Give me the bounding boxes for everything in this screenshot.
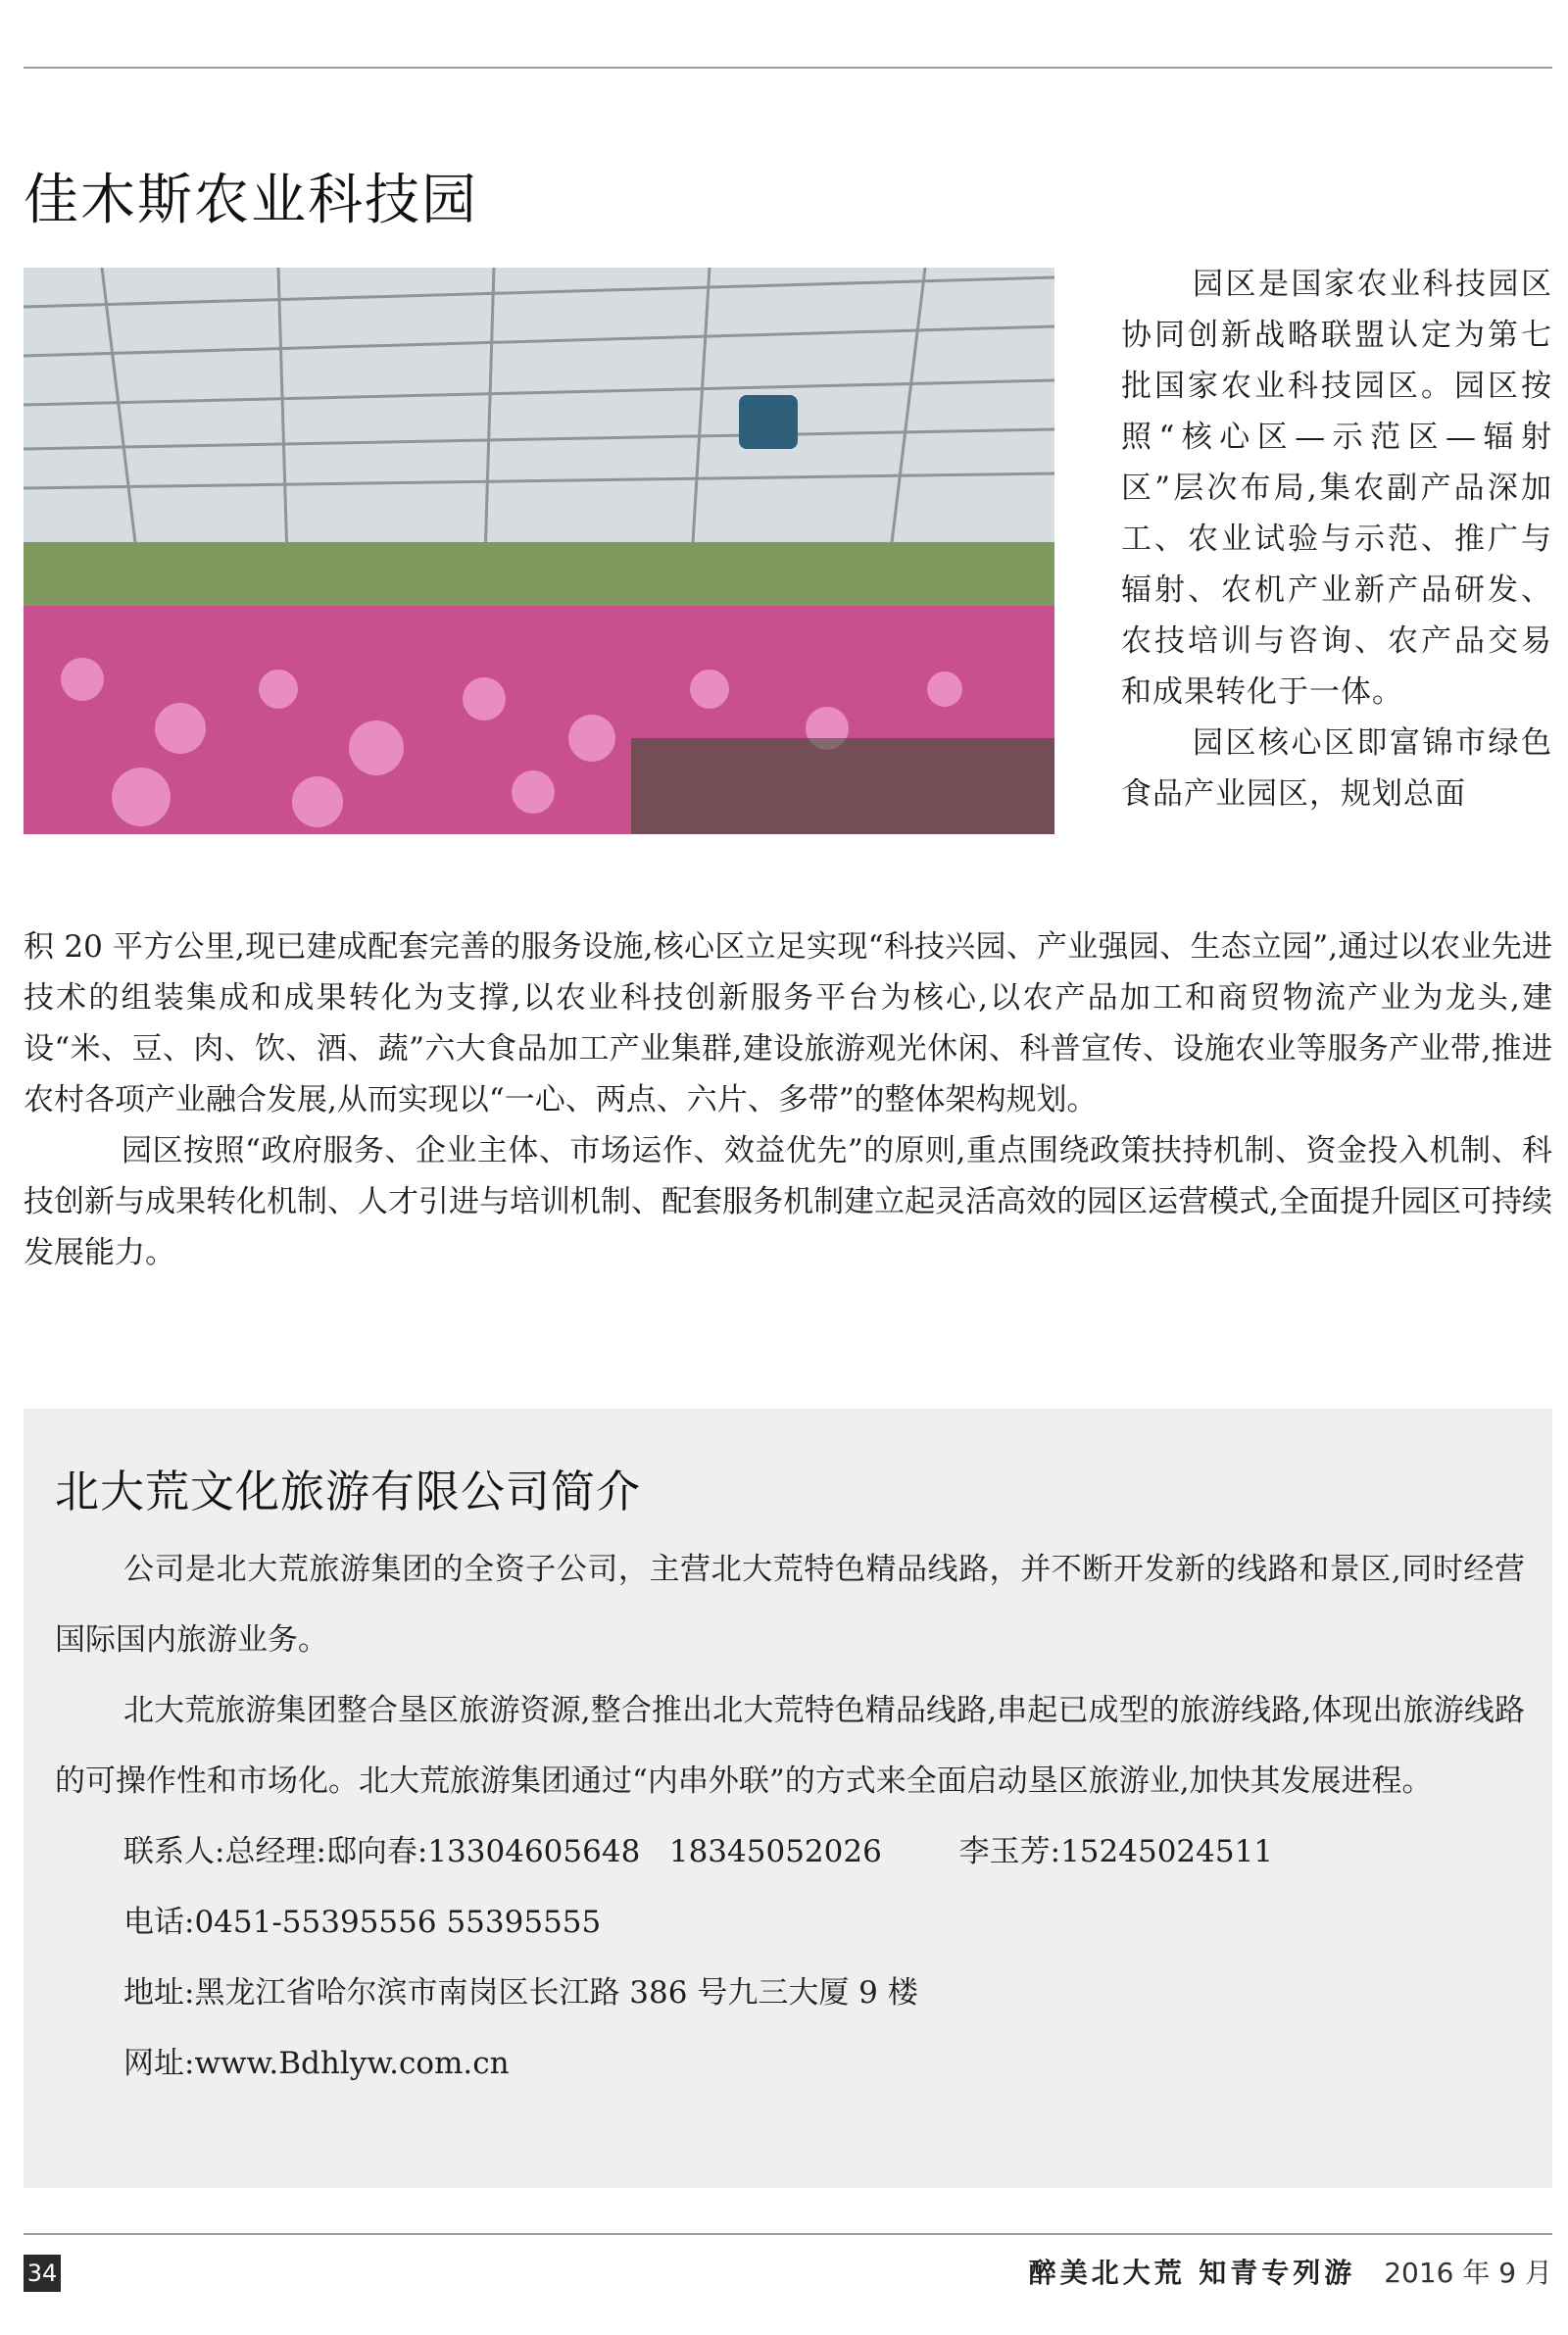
contact-website: 网址:www.Bdhlyw.com.cn [123, 2046, 510, 2081]
paragraph: 公司是北大荒旅游集团的全资子公司，主营北大荒特色精品线路，并不断开发新的线路和景区,同时经营国际国内旅游业务。 [55, 1552, 1525, 1658]
contact-person: 联系人:总经理:邸向春:13304605648 18345052026 李玉芳:15245024511 [123, 1834, 1274, 1869]
paragraph: 园区是国家农业科技园区协同创新战略联盟认定为第七批国家农业科技园区。园区按照“核心区—示范区—辐射区”层次布局,集农副产品深加工、农业试验与示范、推广与辐射、农机产业新产品研发、农技培训与咨询、农产品交易和成果转化于一体。 [1121, 267, 1552, 710]
magazine-name: 醉美北大荒 知青专列游 [1028, 2257, 1356, 2289]
top-rule [24, 67, 1552, 69]
company-intro-title: 北大荒文化旅游有限公司简介 [55, 1466, 642, 1517]
contact-phone: 电话:0451-55395556 55395555 [123, 1905, 602, 1940]
company-intro-body [55, 1534, 1525, 2099]
article-title: 佳木斯农业科技园 [24, 169, 478, 232]
bottom-rule [24, 2233, 1552, 2235]
paragraph: 积 20 平方公里,现已建成配套完善的服务设施,核心区立足实现“科技兴园、产业强园、生态立园”,通过以农业先进技术的组装集成和成果转化为支撑,以农业科技创新服务平台为核心,以农产品加工和商贸物流产业为龙头,建设“米、豆、肉、饮、酒、蔬”六大食品加工产业集群,建设旅游观光休闲、科普宣传、设施农业等服务产业带,推进农村各项产业融合发展,从而实现以“一心、两点、六片、多带”的整体架构规划。 [24, 929, 1552, 1118]
contact-address: 地址:黑龙江省哈尔滨市南岗区长江路 386 号九三大厦 9 楼 [123, 1975, 918, 2011]
paragraph: 园区核心区即富锦市绿色食品产业园区，规划总面 [1121, 725, 1552, 812]
side-column-text [1121, 259, 1552, 820]
page-number: 34 [24, 2255, 61, 2292]
company-intro-box [24, 1409, 1552, 2188]
paragraph: 北大荒旅游集团整合垦区旅游资源,整合推出北大荒特色精品线路,串起已成型的旅游线路,体现出旅游线路的可操作性和市场化。北大荒旅游集团通过“内串外联”的方式来全面启动垦区旅游业,加快其发展进程。 [55, 1693, 1525, 1799]
page-footer [1029, 2255, 1552, 2292]
paragraph: 园区按照“政府服务、企业主体、市场运作、效益优先”的原则,重点围绕政策扶持机制、资金投入机制、科技创新与成果转化机制、人才引进与培训机制、配套服务机制建立起灵活高效的园区运营模式,全面提升园区可持续发展能力。 [24, 1133, 1552, 1270]
full-width-text [24, 921, 1552, 1278]
issue-date: 2016 年 9 月 [1384, 2257, 1552, 2289]
greenhouse-orchid-photo [24, 268, 1054, 834]
